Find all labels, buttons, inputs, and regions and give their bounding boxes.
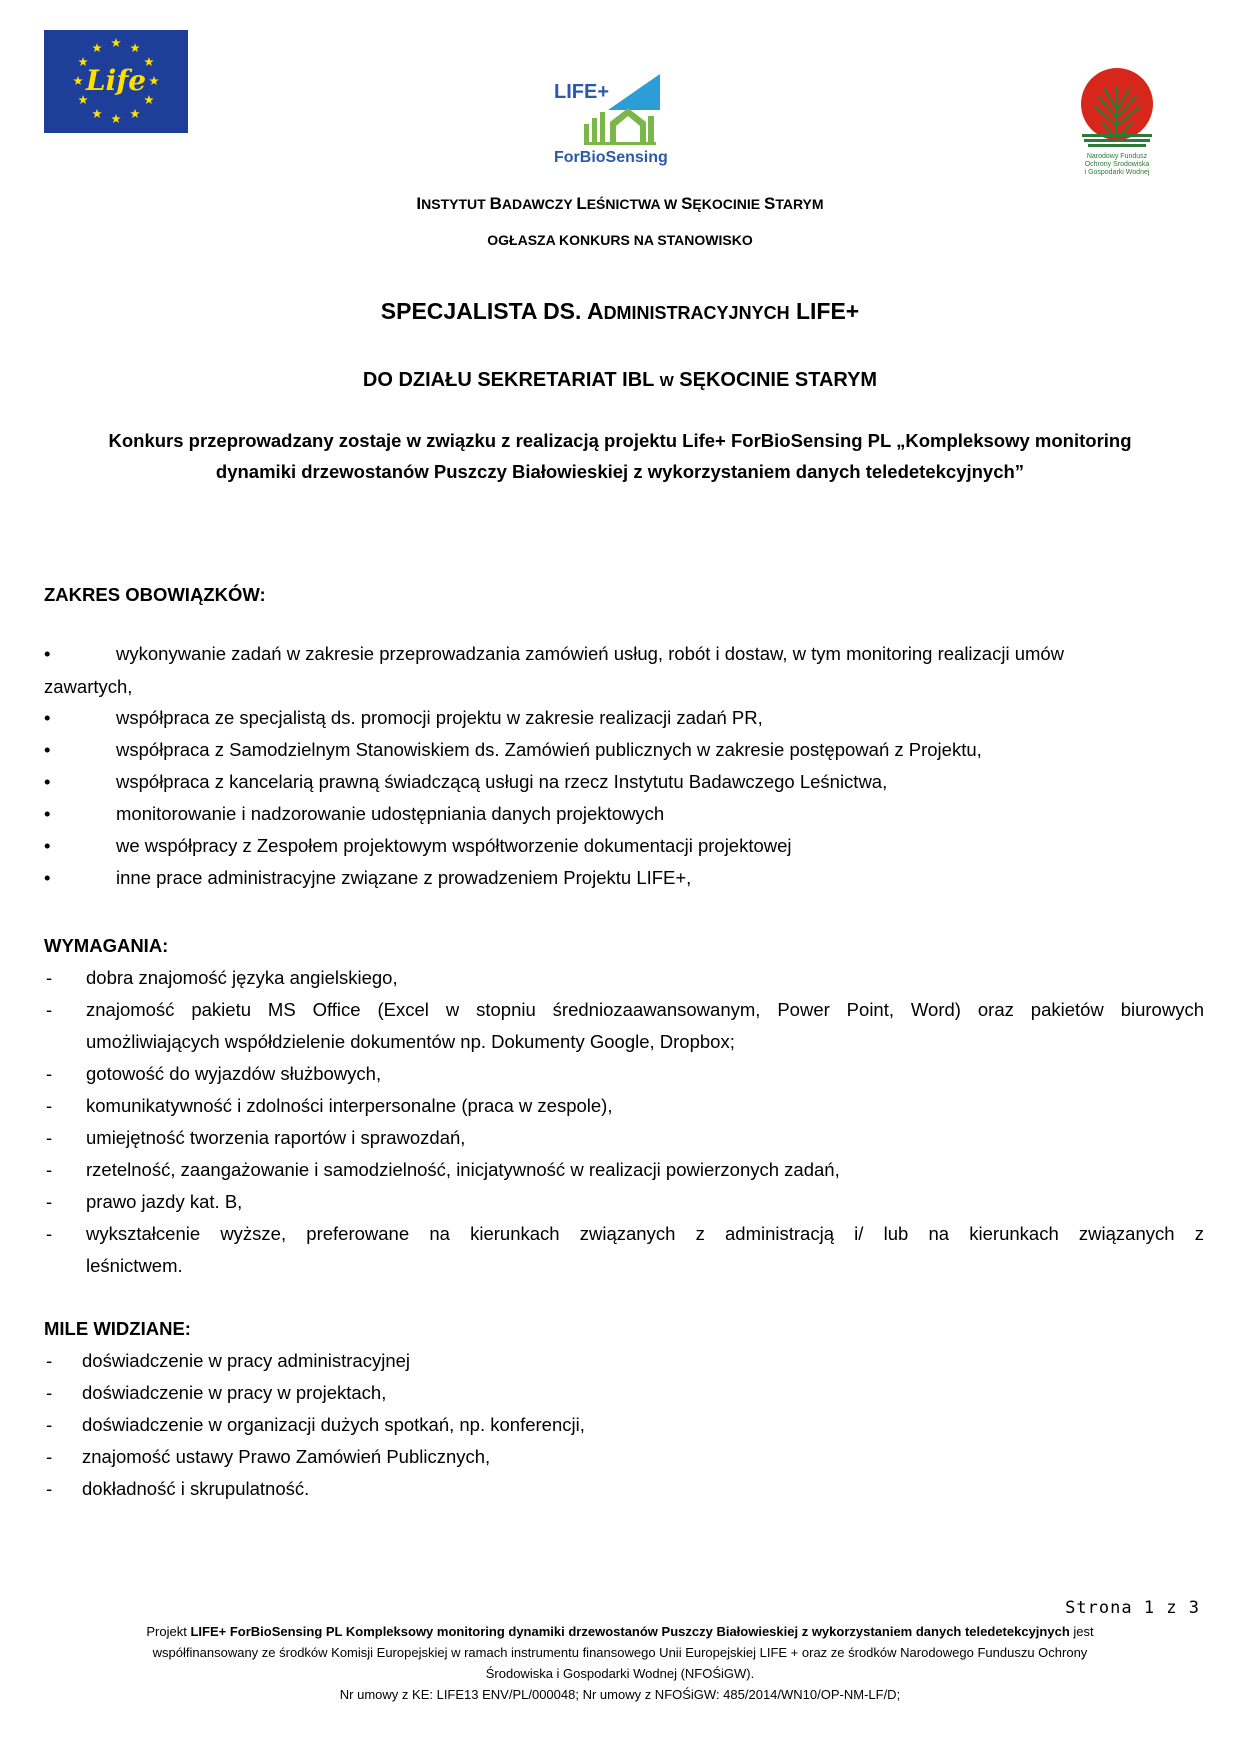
- footer: [70, 1621, 1170, 1705]
- dash-icon: -: [46, 1191, 53, 1212]
- dash-icon: -: [46, 1446, 53, 1467]
- nfosigw-logo-icon: [1072, 66, 1162, 184]
- requirement-text: prawo jazdy kat. B,: [86, 1191, 243, 1212]
- department-small: W: [659, 373, 674, 390]
- page-number: Strona 1 z 3: [1065, 1598, 1200, 1618]
- duty-text: monitorowanie i nadzorowanie udostępniania danych projektowych: [116, 803, 665, 824]
- dash-icon: -: [46, 1063, 53, 1084]
- nice-to-have-text: doświadczenie w pracy w projektach,: [82, 1382, 387, 1403]
- sc-letter: B: [489, 194, 502, 213]
- nfos-caption: [1072, 153, 1162, 177]
- position-small: DMINISTRACYJNYCH: [603, 303, 790, 323]
- announce-line: OGŁASZA KONKURS NA STANOWISKO: [487, 232, 753, 248]
- project-intro: [70, 425, 1170, 487]
- dash-icon: -: [46, 1159, 53, 1180]
- dash-icon: -: [46, 1382, 53, 1403]
- sc-rest: ADAWCZY: [501, 196, 577, 212]
- department-title: [60, 369, 1180, 392]
- dash-icon: -: [46, 1127, 53, 1148]
- requirement-text: komunikatywność i zdolności interpersonalne (praca w zespole),: [86, 1095, 613, 1116]
- sc-letter: S: [681, 194, 693, 213]
- footer-suffix: jest: [1069, 1624, 1094, 1639]
- nice-to-have-text: znajomość ustawy Prawo Zamówień Publicznych,: [82, 1446, 491, 1467]
- forbio-life-text: LIFE+: [554, 81, 610, 103]
- footer-prefix: Projekt: [146, 1624, 191, 1639]
- bullet-icon: •: [44, 739, 51, 760]
- sc-rest: EŚNICTWA W: [586, 196, 682, 212]
- footer-line: współfinansowany ze środków Komisji Europejskiej w ramach instrumentu finansowego Unii Europejskiej LIFE + oraz ze środków Narodowego Funduszu Ochrony: [152, 1645, 1088, 1660]
- footer-line: Nr umowy z KE: LIFE13 ENV/PL/000048; Nr umowy z NFOŚiGW: 485/2014/WN10/OP-NM-LF/D;: [339, 1687, 901, 1702]
- duty-text: we współpracy z Zespołem projektowym współtworzenie dokumentacji projektowej: [116, 835, 792, 856]
- duty-text: współpraca z kancelarią prawną świadczącą usługi na rzecz Instytutu Badawczego Leśnictwa,: [116, 771, 888, 792]
- bullet-icon: •: [44, 643, 51, 664]
- footer-line: [70, 1621, 1170, 1642]
- dash-icon: -: [46, 1223, 53, 1244]
- position-main: SPECJALISTA DS. A: [380, 298, 604, 324]
- nice-to-have-text: doświadczenie w pracy administracyjnej: [82, 1350, 411, 1371]
- bullet-icon: •: [44, 803, 51, 824]
- requirement-text: gotowość do wyjazdów służbowych,: [86, 1063, 382, 1084]
- requirement-text: dobra znajomość języka angielskiego,: [86, 967, 398, 988]
- duty-text: inne prace administracyjne związane z prowadzeniem Projektu LIFE+,: [116, 867, 692, 888]
- footer-line: Środowiska i Gospodarki Wodnej (NFOŚiGW).: [485, 1666, 755, 1681]
- eu-life-logo-icon: [44, 30, 188, 133]
- department-a: DO DZIAŁU SEKRETARIAT IBL: [362, 369, 660, 391]
- forbio-name-text: ForBioSensing: [554, 149, 668, 166]
- forbiosensing-logo-icon: [548, 72, 676, 168]
- requirement-text: wykształcenie wyższe, preferowane na kierunkach związanych z administracją i/ lub na kierunkach związanych z: [86, 1223, 1204, 1244]
- requirement-text: umiejętność tworzenia raportów i sprawozdań,: [86, 1127, 466, 1148]
- sc-letter: I: [416, 194, 422, 213]
- institute-title: [60, 194, 1180, 214]
- dash-icon: -: [46, 1478, 53, 1499]
- duty-text: współpraca ze specjalistą ds. promocji projektu w zakresie realizacji zadań PR,: [116, 707, 763, 728]
- dash-icon: -: [46, 1095, 53, 1116]
- duty-text: wykonywanie zadań w zakresie przeprowadzania zamówień usług, robót i dostaw, w tym monitoring realizacji umów: [116, 643, 1065, 664]
- duty-text: współpraca z Samodzielnym Stanowiskiem ds. Zamówień publicznych w zakresie postępowań z Projektu,: [116, 739, 982, 760]
- requirement-text: znajomość pakietu MS Office (Excel w stopniu średniozaawansowanym, Power Point, Word) oraz pakietów biurowych: [86, 999, 1204, 1020]
- dash-icon: -: [46, 1414, 53, 1435]
- sc-rest: NSTYTUT: [421, 196, 490, 212]
- nfos-caption-line: i Gospodarki Wodnej: [1084, 169, 1150, 176]
- bullet-icon: •: [44, 771, 51, 792]
- dash-icon: -: [46, 967, 53, 988]
- position-title: [60, 298, 1180, 325]
- sc-rest: ĘKOCINIE: [692, 196, 764, 212]
- dash-icon: -: [46, 1350, 53, 1371]
- sc-letter: S: [764, 194, 776, 213]
- department-b: SĘKOCINIE STARYM: [673, 369, 878, 391]
- requirement-text: rzetelność, zaangażowanie i samodzielność, inicjatywność w realizacji powierzonych zadań,: [86, 1159, 840, 1180]
- requirement-text: umożliwiających współdzielenie dokumentów np. Dokumenty Google, Dropbox;: [86, 1031, 735, 1052]
- nfos-caption-line: Narodowy Fundusz: [1086, 153, 1148, 160]
- nfos-caption-line: Ochrony Środowiska: [1084, 161, 1150, 168]
- nice-to-have-text: doświadczenie w organizacji dużych spotkań, np. konferencji,: [82, 1414, 585, 1435]
- sc-letter: L: [576, 194, 587, 213]
- footer-project-name: LIFE+ ForBioSensing PL Kompleksowy monitoring dynamiki drzewostanów Puszczy Białowieskiej z wykorzystaniem danych teledetekcyjnych: [190, 1624, 1070, 1639]
- bullet-icon: •: [44, 707, 51, 728]
- requirements-title: WYMAGANIA:: [44, 935, 169, 956]
- duties-title: ZAKRES OBOWIĄZKÓW:: [44, 584, 266, 605]
- project-intro-line: Konkurs przeprowadzany zostaje w związku z realizacją projektu Life+ ForBioSensing PL „Kompleksowy monitoring: [108, 430, 1132, 451]
- dash-icon: -: [46, 999, 53, 1020]
- requirement-text: leśnictwem.: [86, 1255, 183, 1276]
- bullet-icon: •: [44, 835, 51, 856]
- bullet-icon: •: [44, 867, 51, 888]
- nice-to-have-text: dokładność i skrupulatność.: [82, 1478, 310, 1499]
- project-intro-line: dynamiki drzewostanów Puszczy Białowieskiej z wykorzystaniem danych teledetekcyjnych”: [215, 461, 1025, 482]
- position-end: LIFE+: [789, 298, 860, 324]
- duty-continuation: zawartych,: [44, 676, 133, 697]
- eu-life-text: Life: [85, 64, 147, 97]
- sc-rest: TARYM: [775, 196, 824, 212]
- nice-to-have-title: MILE WIDZIANE:: [44, 1318, 191, 1339]
